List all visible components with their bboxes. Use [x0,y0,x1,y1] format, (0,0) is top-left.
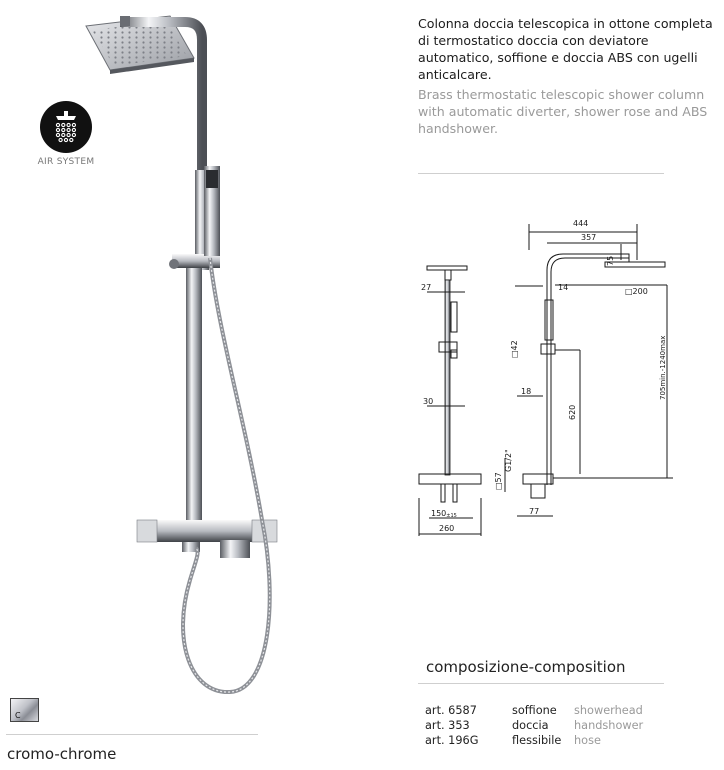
dim-260: 260 [439,524,455,533]
dim-75: 75 [606,255,615,266]
shower-spray-icon [46,107,86,147]
divider [6,734,258,735]
dim-444: 444 [573,219,589,228]
item-name-italian: doccia [512,719,549,732]
dim-150: 150±15 [431,509,457,519]
dim-g12: G1/2" [504,449,513,472]
item-name-english: hose [574,734,601,747]
dim-30: 30 [423,397,434,406]
description-english: Brass thermostatic telescopic shower column with automatic diverter, shower rose and ABS handshower. [418,87,708,136]
dim-57: □57 [494,472,503,490]
handshower [204,166,220,256]
air-system-label: AIR SYSTEM [37,157,95,167]
item-name-english: showerhead [574,704,643,717]
item-name-italian: flessibile [512,734,562,747]
item-name-english: handshower [574,719,644,732]
dim-200: □200 [625,287,648,296]
article-code: art. 6587 [425,704,477,717]
dim-77: 77 [529,507,540,516]
composition-heading: composizione-composition [426,658,626,676]
item-name-italian: soffione [512,704,557,717]
divider [418,683,664,684]
finish-code: C [15,711,21,720]
finish-name: cromo-chrome [7,745,117,763]
dim-42: □42 [510,340,519,358]
air-system-badge [40,101,92,153]
dim-18: 18 [521,387,532,396]
dim-357: 357 [581,233,597,242]
dim-14: 14 [558,283,569,292]
dim-705: 705min.-1240max [659,335,667,400]
article-code: art. 353 [425,719,470,732]
finish-swatch-chrome [10,698,39,722]
technical-drawing [405,210,724,545]
description-italian: Colonna doccia telescopica in ottone completa di termostatico doccia con deviatore automatico, soffione e doccia ABS con ugelli anticalcare. [418,16,713,82]
divider [418,173,664,174]
dim-620: 620 [568,404,577,420]
thermostatic-mixer [137,520,277,558]
article-code: art. 196G [425,734,479,747]
dim-27: 27 [421,283,432,292]
